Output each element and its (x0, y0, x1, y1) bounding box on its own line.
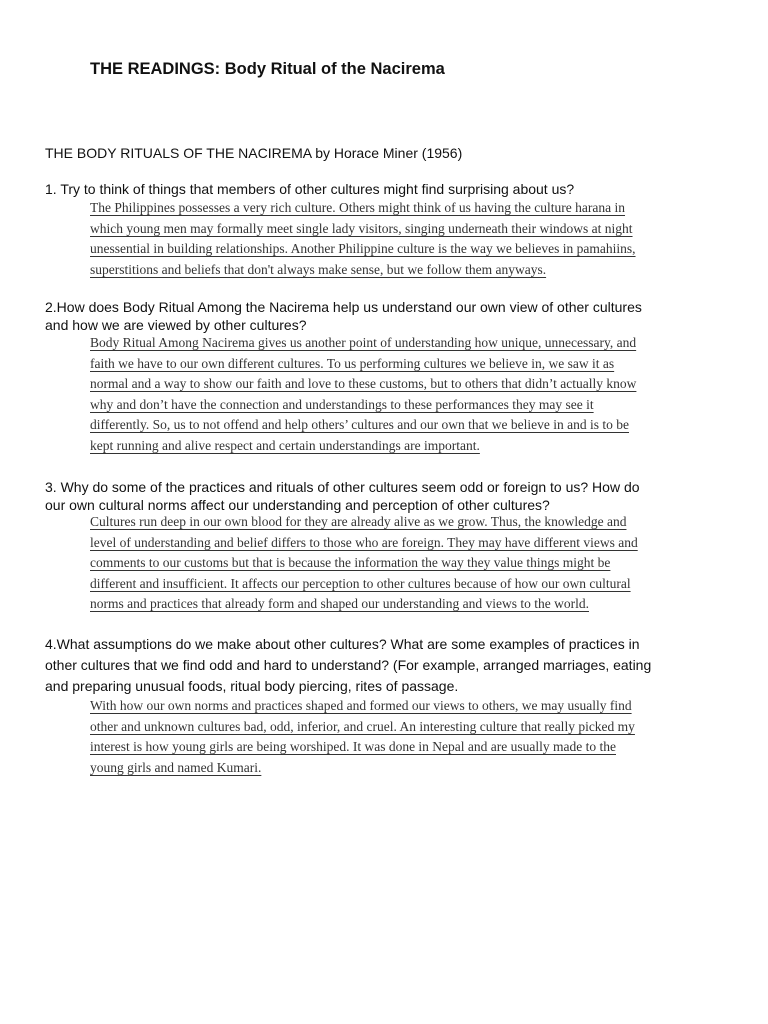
answer-line: comments to our customs but that is because the information the way they value things might be (90, 555, 611, 571)
question-4: 4.What assumptions do we make about other cultures? What are some examples of practices in other cultures that we find odd and hard to understand? (For example, arranged marriages, eating and preparing unusual foods, ritual body piercing, rites of passage. (45, 636, 652, 694)
answer-line: differently. So, us to not offend and help others’ cultures and our own that we believe in and is to be (90, 417, 629, 433)
answer-line: With how our own norms and practices shaped and formed our views to others, we may usually find (90, 698, 632, 713)
answer-line: normal and a way to show our faith and love to these customs, but to others that didn’t actually know (90, 376, 637, 392)
question-1: 1. Try to think of things that members of other cultures might find surprising about us? (45, 181, 575, 197)
answer-line: kept running and alive respect and certain understandings are important. (90, 437, 480, 453)
answer-line: The Philippines possesses a very rich culture. Others might think of us having the culture harana in (90, 200, 626, 215)
question-3: 3. Why do some of the practices and rituals of other cultures seem odd or foreign to us? How do our own cultural norms affect our understanding and perception of other cultures? (45, 479, 640, 513)
answer-line: norms and practices that already form and shaped our understanding and views to the world. (90, 596, 589, 612)
answer-2 (90, 333, 730, 457)
answer-line: different and insufficient. It affects our perception to other cultures because of how our own cultural (90, 575, 631, 591)
answer-line: Body Ritual Among Nacirema gives us another point of understanding how unique, unnecessary, and (90, 335, 637, 350)
answer-3 (90, 512, 730, 615)
document-subtitle: THE BODY RITUALS OF THE NACIREMA by Horace Miner (1956) (45, 145, 463, 161)
answer-line: other and unknown cultures bad, odd, inferior, and cruel. An interesting culture that really picked my (90, 718, 635, 734)
answer-line: interest is how young girls are being worshiped. It was done in Nepal and are usually made to the (90, 739, 616, 755)
answer-1 (90, 198, 730, 280)
answer-line: young girls and named Kumari. (90, 759, 262, 775)
answer-line: level of understanding and belief differs to those who are foreign. They may have different views and (90, 534, 638, 550)
answer-line: unessential in building relationships. Another Philippine culture is the way we believes in pamahiins, (90, 241, 636, 257)
answer-line: Cultures run deep in our own blood for they are already alive as we grow. Thus, the knowledge and (90, 514, 627, 529)
answer-4 (90, 696, 730, 778)
question-2: 2.How does Body Ritual Among the Nacirema help us understand our own view of other cultures and how we are viewed by other cultures? (45, 299, 642, 333)
answer-line: superstitions and beliefs that don't always make sense, but we follow them anyways. (90, 261, 547, 277)
answer-line: why and don’t have the connection and understandings to these performances they may see it (90, 396, 594, 412)
document-title: THE READINGS: Body Ritual of the Nacirema (90, 60, 445, 78)
answer-line: faith we have to our own different cultures. To us performing cultures we believe in, we saw it as (90, 355, 615, 371)
answer-line: which young men may formally meet single lady visitors, singing underneath their windows at night (90, 220, 633, 236)
